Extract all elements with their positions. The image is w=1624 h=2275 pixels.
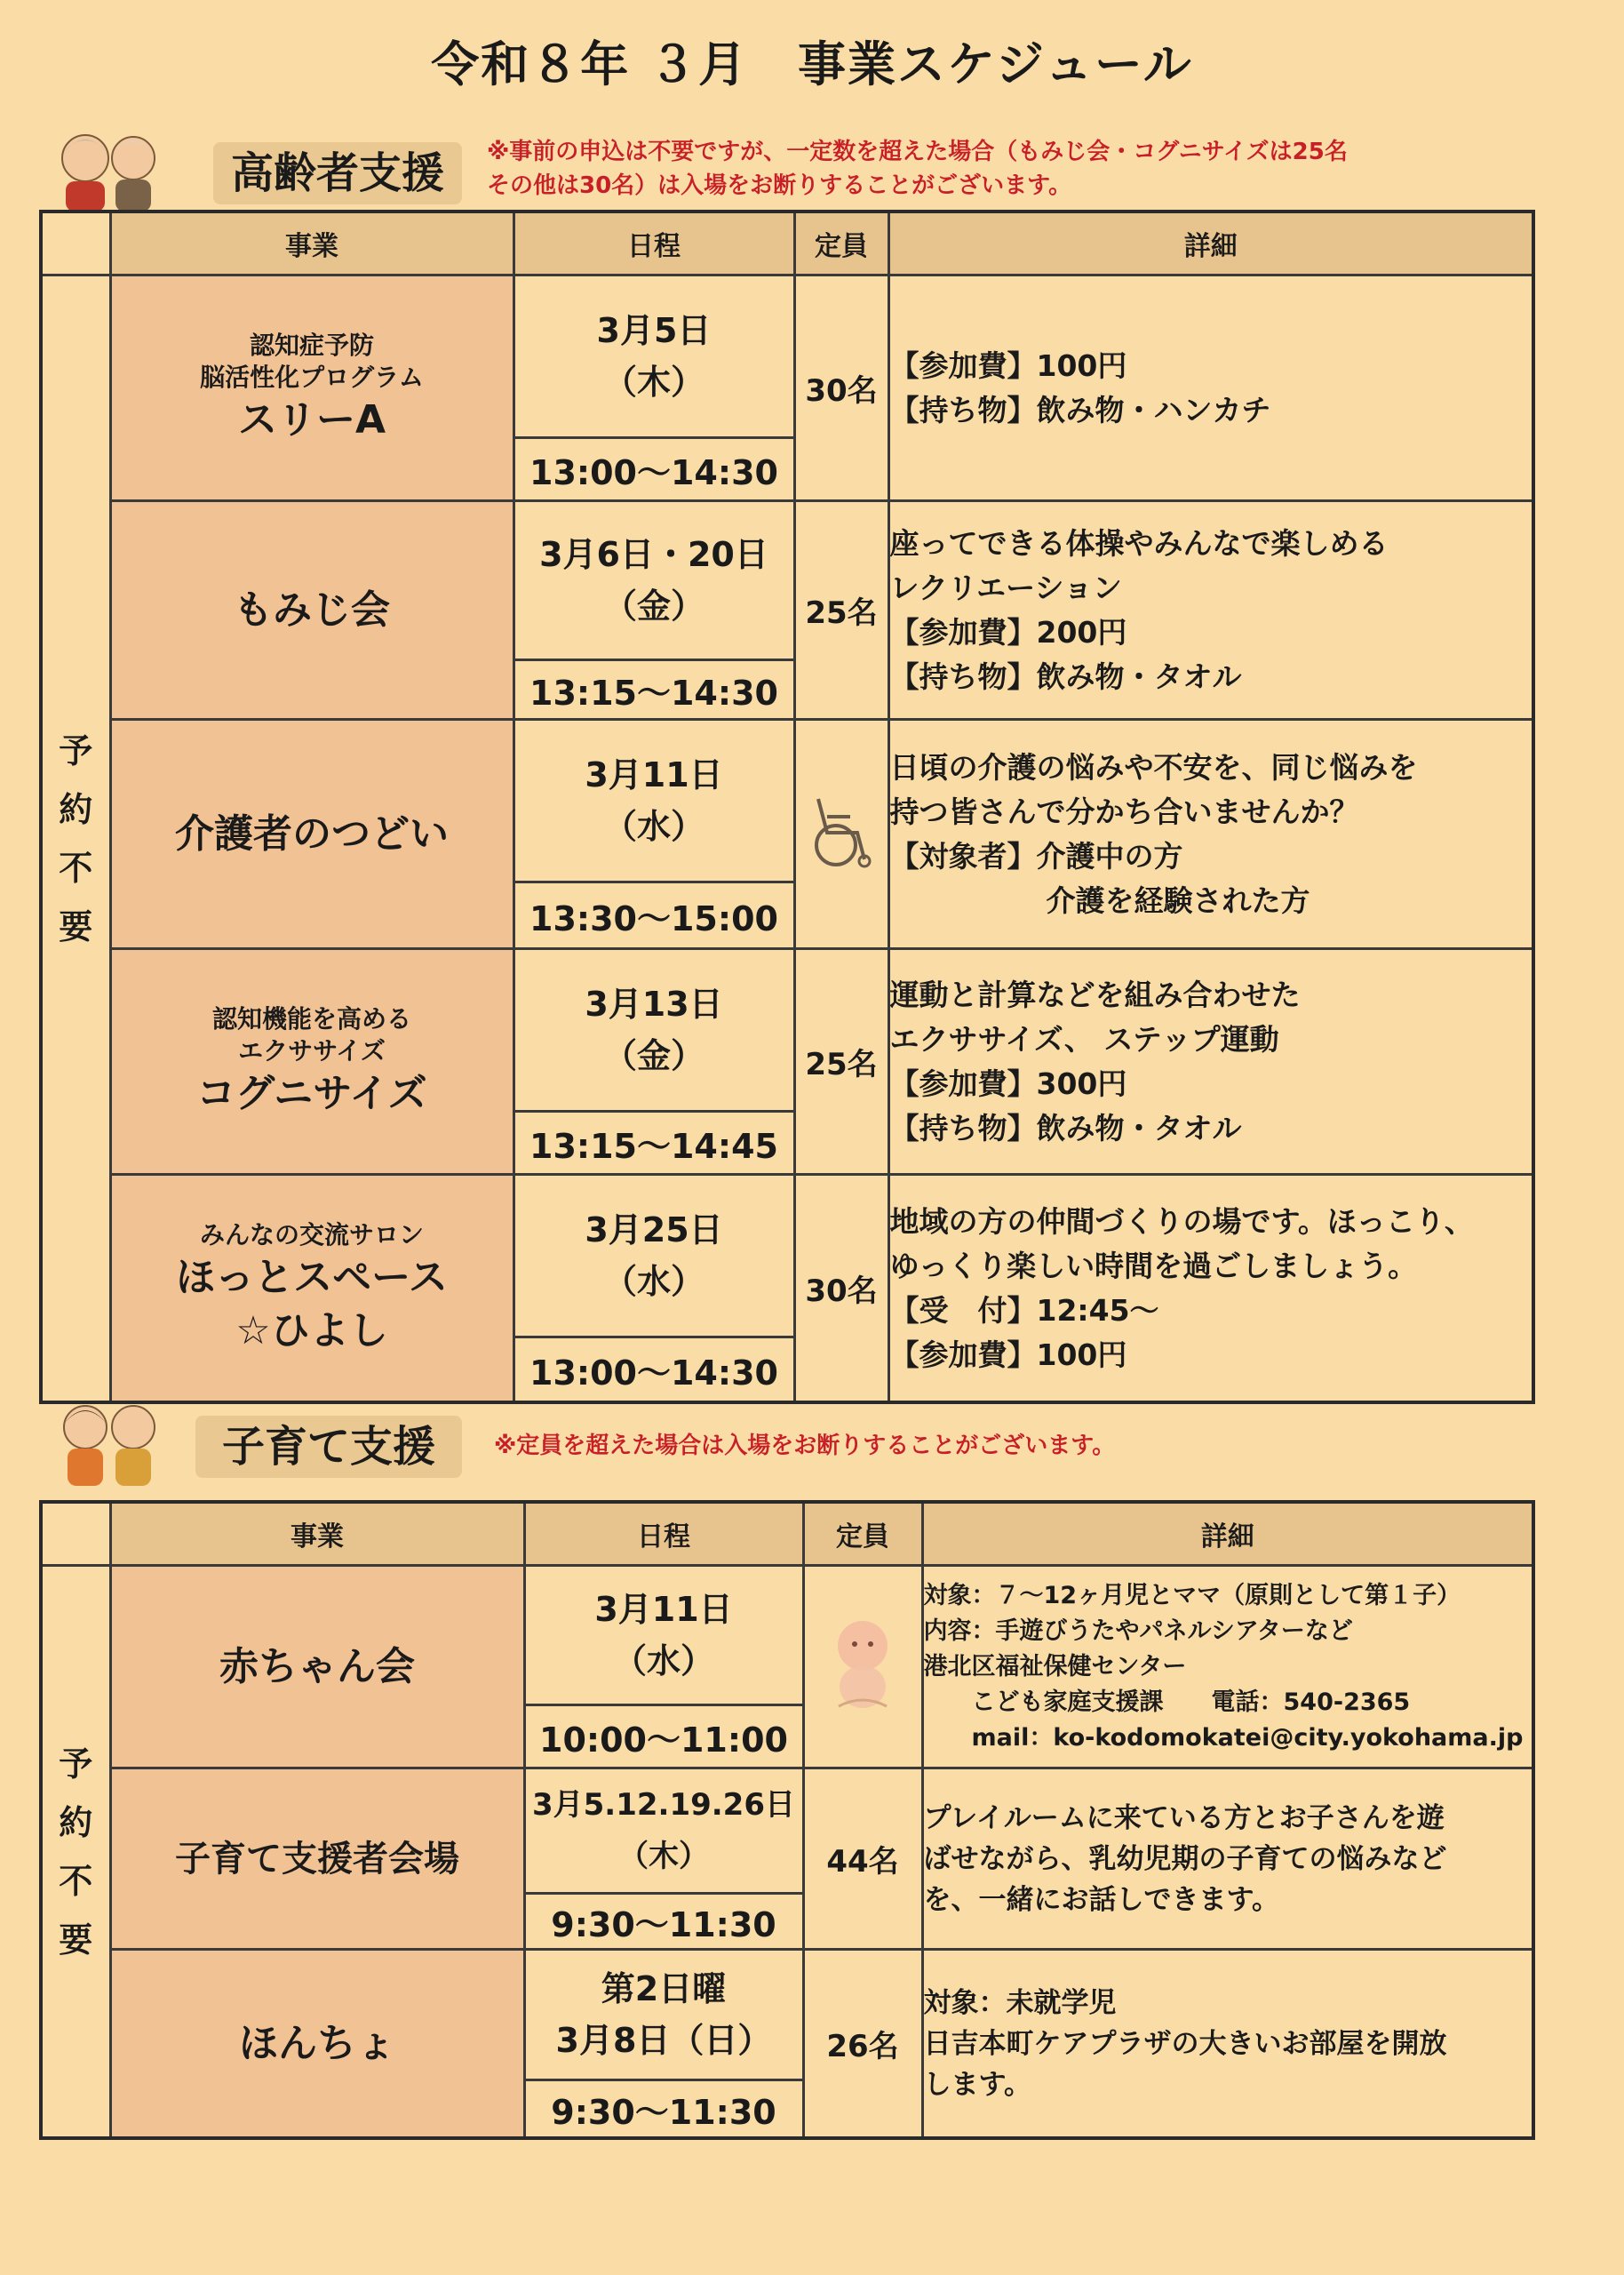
- table-row: [41, 1768, 1533, 1894]
- program-details: 地域の方の仲間づくりの場です。ほっこり、 ゆっくり楽しい時間を過ごしましょう。 【受 付】12:45〜 【参加費】100円: [888, 1175, 1533, 1403]
- program-capacity: 30名: [794, 275, 888, 501]
- program-capacity: 44名: [803, 1768, 922, 1950]
- program-date: 第2日曜 3月8日（日）: [524, 1950, 803, 2080]
- program-capacity: 26名: [803, 1950, 922, 2139]
- header-capacity: 定員: [794, 212, 888, 275]
- program-name: 子育て支援者会場: [110, 1768, 524, 1950]
- wheelchair-icon: [806, 790, 877, 870]
- program-capacity: 30名: [794, 1175, 888, 1403]
- program-details: 対象：７〜12ヶ月児とママ（原則として第１子） 内容：手遊びうたやパネルシアターなど 港北区福祉保健センター こども家庭支援課 電話：540-2365 mail：ko-kodomokatei@city.yokohama.jp: [922, 1566, 1533, 1768]
- baby-icon: [823, 1614, 903, 1712]
- program-time: 9:30〜11:30: [524, 1894, 803, 1950]
- reservation-not-required-label: 予 約 不 要: [41, 275, 110, 1403]
- program-details: 【参加費】100円 【持ち物】飲み物・ハンカチ: [888, 275, 1533, 501]
- program-capacity: 25名: [794, 501, 888, 720]
- children-icon: [52, 1397, 167, 1489]
- program-time: 13:15〜14:30: [513, 660, 794, 720]
- program-date: 3月6日・20日 （金）: [513, 501, 794, 660]
- program-time: 9:30〜11:30: [524, 2080, 803, 2139]
- reservation-not-required-label: 予 約 不 要: [41, 1566, 110, 2139]
- program-capacity: [803, 1566, 922, 1768]
- program-time: 13:30〜15:00: [513, 882, 794, 949]
- program-time: 13:15〜14:45: [513, 1112, 794, 1175]
- elderly-couple-icon: [52, 124, 167, 213]
- program-name: ほんちょ: [110, 1950, 524, 2139]
- program-time: 13:00〜14:30: [513, 438, 794, 501]
- program-name: 認知症予防 脳活性化プログラム スリーA: [110, 275, 513, 501]
- program-date: 3月11日 （水）: [513, 720, 794, 882]
- header-program: 事業: [110, 212, 513, 275]
- childcare-schedule-table: [39, 1500, 1535, 2140]
- program-time: 10:00〜11:00: [524, 1705, 803, 1768]
- table-row: [41, 501, 1533, 660]
- table-row: [41, 1175, 1533, 1337]
- childcare-section-heading: 子育て支援: [195, 1416, 462, 1478]
- program-name: 認知機能を高める エクササイズ コグニサイズ: [110, 949, 513, 1175]
- header-schedule: 日程: [513, 212, 794, 275]
- table-row: [41, 720, 1533, 882]
- elderly-section-heading: 高齢者支援: [213, 142, 462, 204]
- header-program: 事業: [110, 1502, 524, 1566]
- table-row: [41, 949, 1533, 1112]
- program-date: 3月5.12.19.26日 （木）: [524, 1768, 803, 1894]
- table-row: [41, 1566, 1533, 1705]
- program-details: 日頃の介護の悩みや不安を、同じ悩みを 持つ皆さんで分かち合いませんか？ 【対象者】介護中の方 介護を経験された方: [888, 720, 1533, 949]
- program-date: 3月13日 （金）: [513, 949, 794, 1112]
- program-capacity: [794, 720, 888, 949]
- program-date: 3月25日 （水）: [513, 1175, 794, 1337]
- table-row: [41, 1950, 1533, 2080]
- elderly-schedule-table: [39, 210, 1535, 1404]
- program-date: 3月11日 （水）: [524, 1566, 803, 1705]
- program-name: みんなの交流サロン ほっとスペース ☆ひよし: [110, 1175, 513, 1403]
- table-header-row: [41, 1502, 1533, 1566]
- page-title: 令和８年 ３月 事業スケジュール: [431, 36, 1193, 92]
- elderly-note: ※事前の申込は不要ですが、一定数を超えた場合（もみじ会・コグニサイズは25名 その他は30名）は入場をお断りすることがございます。: [487, 139, 1348, 199]
- program-date: 3月5日 （木）: [513, 275, 794, 438]
- program-name: 介護者のつどい: [110, 720, 513, 949]
- program-details: 座ってできる体操やみんなで楽しめる レクリエーション 【参加費】200円 【持ち物】飲み物・タオル: [888, 501, 1533, 720]
- table-header-row: [41, 212, 1533, 275]
- childcare-note: ※定員を超えた場合は入場をお断りすることがございます。: [494, 1433, 1116, 1459]
- header-details: 詳細: [888, 212, 1533, 275]
- program-details: プレイルームに来ている方とお子さんを遊 ばせながら、乳幼児期の子育ての悩みなど を、一緒にお話しできます。: [922, 1768, 1533, 1950]
- program-time: 13:00〜14:30: [513, 1337, 794, 1403]
- program-name: もみじ会: [110, 501, 513, 720]
- program-capacity: 25名: [794, 949, 888, 1175]
- header-schedule: 日程: [524, 1502, 803, 1566]
- program-name: 赤ちゃん会: [110, 1566, 524, 1768]
- program-details: 対象：未就学児 日吉本町ケアプラザの大きいお部屋を開放 します。: [922, 1950, 1533, 2139]
- program-details: 運動と計算などを組み合わせた エクササイズ、 ステップ運動 【参加費】300円 【持ち物】飲み物・タオル: [888, 949, 1533, 1175]
- header-capacity: 定員: [803, 1502, 922, 1566]
- table-row: [41, 275, 1533, 438]
- header-details: 詳細: [922, 1502, 1533, 1566]
